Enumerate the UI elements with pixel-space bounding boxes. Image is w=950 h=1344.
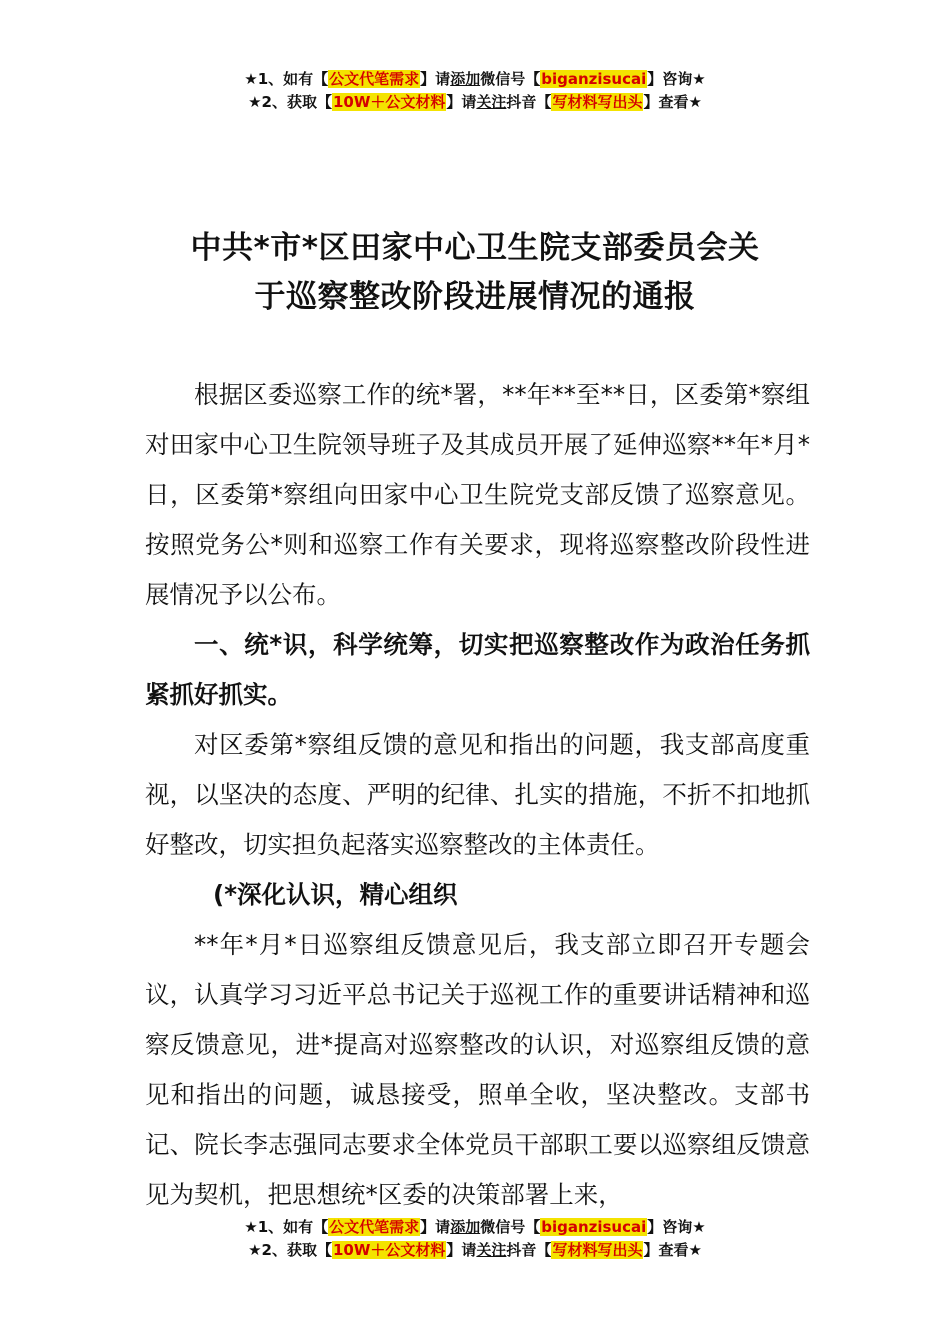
title-line-2: 于巡察整改阶段进展情况的通报 (254, 279, 696, 315)
promo-text: 】咨询★ (647, 1218, 706, 1236)
title-line-1: 中共*市*区田家中心卫生院支部委员会关 (190, 230, 760, 266)
subsection-heading-1: (*深化认识，精心组织 (213, 880, 458, 909)
promo-text: 抖音【 (506, 1241, 552, 1259)
promo-line-2 (0, 91, 950, 114)
promo-banner-top (0, 68, 950, 114)
promo-text: ★2、获取【 (248, 1241, 332, 1259)
promo-text: 】请 (420, 70, 451, 88)
promo-line-1 (0, 68, 950, 91)
promo-highlight: 10W＋公文材料 (332, 1241, 446, 1259)
promo-text: 】查看★ (643, 1241, 702, 1259)
paragraph-section-1: 对区委第*察组反馈的意见和指出的问题，我支部高度重视，以坚决的态度、严明的纪律、扎实的措施，不折不扣地抓好整改，切实担负起落实巡察整改的主体责任。 (145, 730, 810, 859)
promo-text: 】咨询★ (647, 70, 706, 88)
promo-highlight: 写材料写出头 (552, 1241, 643, 1259)
promo-emphasis: 添加 (450, 1218, 481, 1236)
promo-emphasis: 关注 (476, 93, 507, 111)
promo-emphasis: 添加 (450, 70, 481, 88)
document-title (0, 224, 950, 322)
paragraph-subsection-1: **年*月*日巡察组反馈意见后，我支部立即召开专题会议，认真学习习近平总书记关于巡视工作的重要讲话精神和巡察反馈意见，进*提高对巡察整改的认识，对巡察组反馈的意见和指出的问题，诚恳接受，照单全收，坚决整改。支部书记、院长李志强同志要求全体党员干部职工要以巡察组反馈意见为契机，把思想统*区委的决策部署上来， (145, 930, 810, 1209)
promo-text: 】请 (446, 1241, 477, 1259)
promo-line-2 (0, 1239, 950, 1262)
promo-text: 微信号【 (480, 70, 541, 88)
promo-highlight: 公文代笔需求 (329, 1218, 420, 1236)
promo-text: 抖音【 (506, 93, 552, 111)
promo-text: 微信号【 (480, 1218, 541, 1236)
promo-text: ★2、获取【 (248, 93, 332, 111)
promo-highlight: 10W＋公文材料 (332, 93, 446, 111)
promo-text: 】请 (420, 1218, 451, 1236)
promo-text: 】查看★ (643, 93, 702, 111)
promo-highlight: 公文代笔需求 (329, 70, 420, 88)
promo-text: ★1、如有【 (244, 70, 329, 88)
promo-banner-bottom (0, 1216, 950, 1262)
section-heading-1: 一、统*识，科学统筹，切实把巡察整改作为政治任务抓紧抓好抓实。 (145, 630, 810, 709)
promo-emphasis: 关注 (476, 1241, 507, 1259)
promo-line-1 (0, 1216, 950, 1239)
promo-text: ★1、如有【 (244, 1218, 329, 1236)
document-body (145, 370, 810, 1220)
promo-highlight: 写材料写出头 (552, 93, 643, 111)
paragraph-intro: 根据区委巡察工作的统*署，**年**至**日，区委第*察组对田家中心卫生院领导班子及其成员开展了延伸巡察**年*月*日，区委第*察组向田家中心卫生院党支部反馈了巡察意见。按照党务公*则和巡察工作有关要求，现将巡察整改阶段性进展情况予以公布。 (145, 380, 810, 609)
promo-highlight: biganzisucai (541, 1218, 647, 1236)
promo-highlight: biganzisucai (541, 70, 647, 88)
promo-text: 】请 (446, 93, 477, 111)
